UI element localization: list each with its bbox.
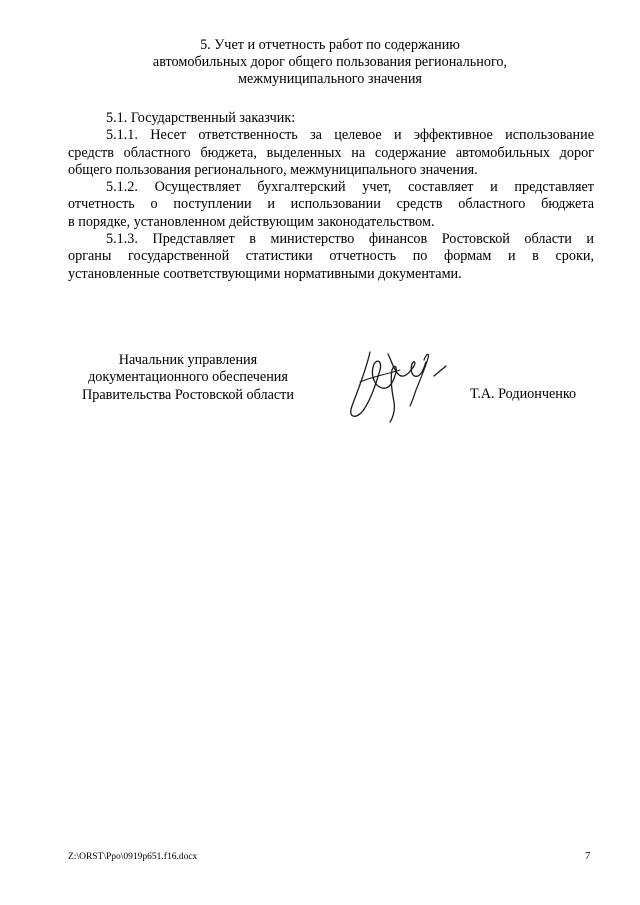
paragraph-5-1: 5.1. Государственный заказчик: bbox=[106, 110, 296, 126]
heading-line-2: автомобильных дорог общего пользования регионального, bbox=[152, 54, 508, 71]
paragraph-line: 5.1.2. Осуществляет бухгалтерский учет, составляет и представляет bbox=[106, 179, 594, 196]
signatory-name: Т.А. Родионченко bbox=[470, 386, 577, 402]
heading-line-3: межмуниципального значения bbox=[238, 71, 422, 88]
paragraph-line: установленные соответствующими нормативными документами. bbox=[68, 265, 462, 282]
paragraph-5-1-2 bbox=[68, 179, 594, 231]
paragraph-5-1-1 bbox=[68, 127, 594, 179]
signatory-title-line-3: Правительства Ростовской области bbox=[82, 386, 294, 403]
body-text bbox=[68, 110, 594, 283]
signatory-title-line-2: документационного обеспечения bbox=[88, 369, 288, 386]
paragraph-line: средств областного бюджета, выделенных на содержание автомобильных дорог bbox=[68, 144, 594, 161]
paragraph-line: органы государственной статистики отчетность по формам и в сроки, bbox=[68, 248, 594, 265]
signatory-title-line-1: Начальник управления bbox=[118, 352, 258, 368]
paragraph-line: отчетность о поступлении и использовании средств областного бюджета bbox=[68, 196, 594, 213]
footer-file-path: Z:\ORST\Ppo\0919p651.f16.docx bbox=[68, 852, 198, 862]
heading-line-1: 5. Учет и отчетность работ по содержанию bbox=[200, 37, 460, 53]
footer-page-number: 7 bbox=[585, 851, 591, 862]
handwritten-signature bbox=[340, 340, 460, 430]
paragraph-5-1-3 bbox=[68, 231, 594, 283]
signatory-title bbox=[68, 352, 308, 404]
paragraph-line: общего пользования регионального, межмуниципального значения. bbox=[68, 161, 478, 178]
paragraph-line: 5.1.1. Несет ответственность за целевое и эффективное использование bbox=[106, 127, 594, 144]
paragraph-line: в порядке, установленном действующим законодательством. bbox=[68, 213, 435, 230]
paragraph-line: 5.1.3. Представляет в министерство финансов Ростовской области и bbox=[106, 231, 594, 248]
section-heading bbox=[60, 37, 600, 89]
